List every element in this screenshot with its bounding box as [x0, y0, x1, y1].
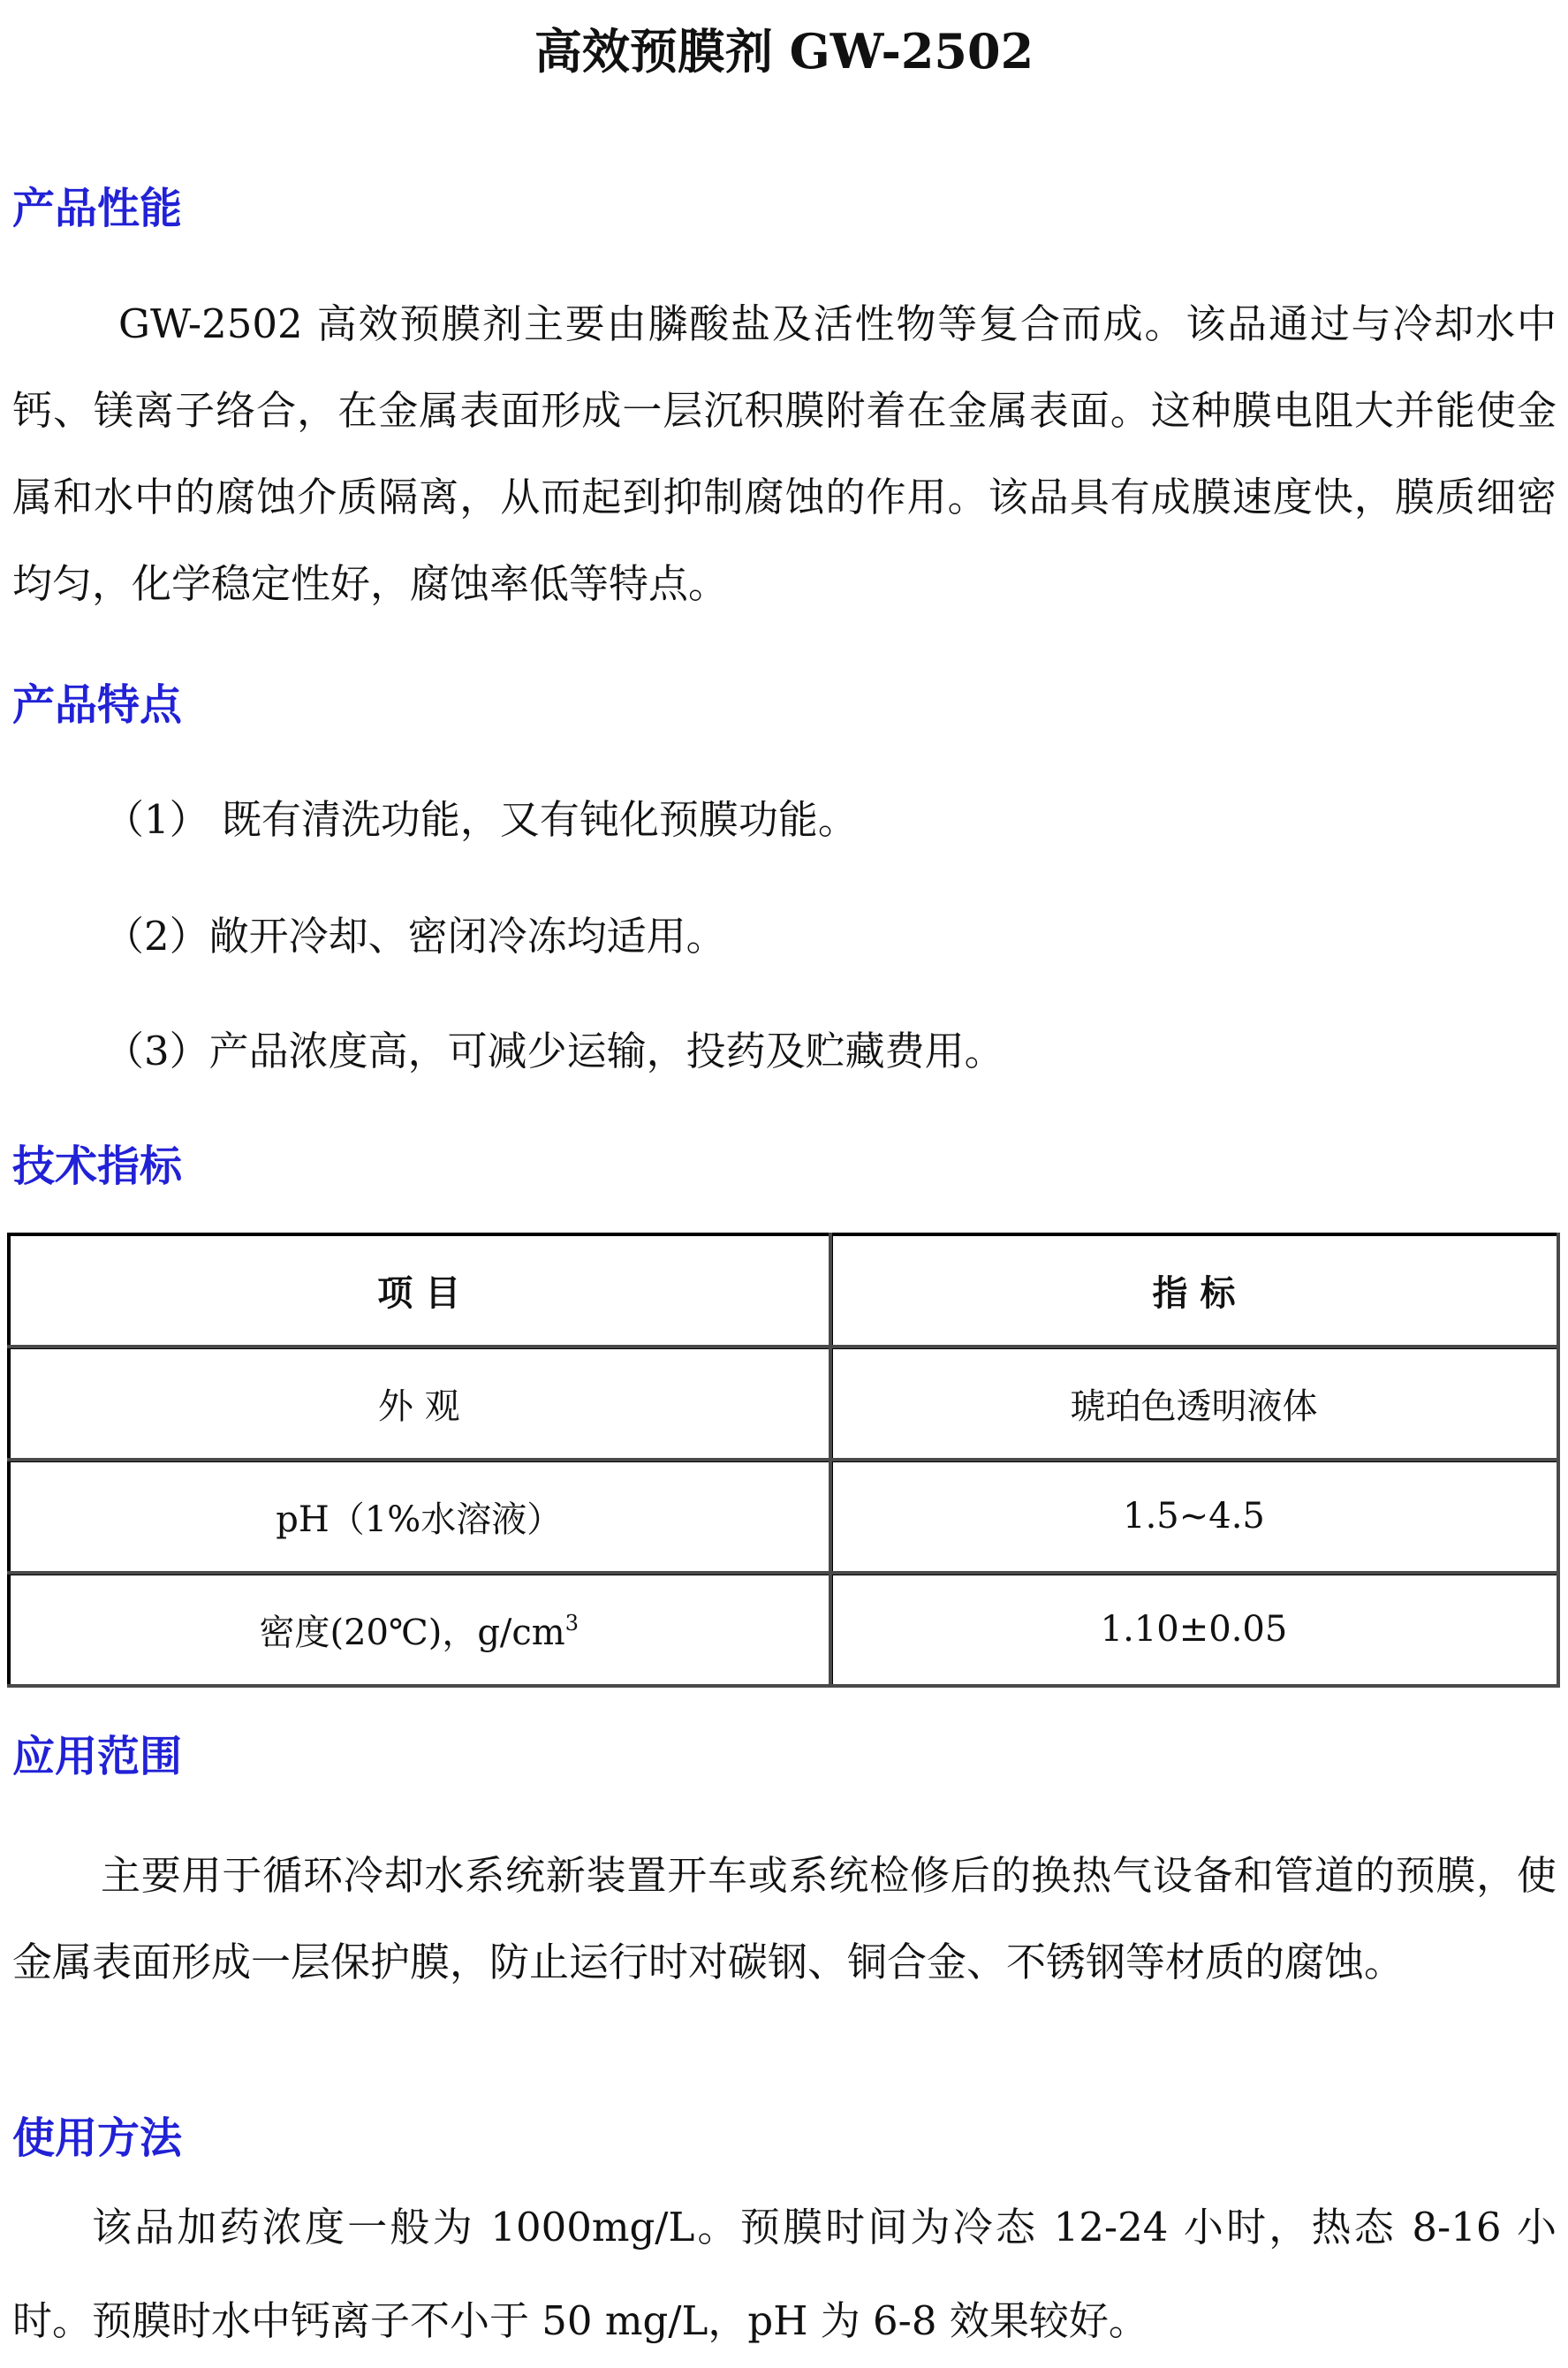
spec-item-superscript: 3	[564, 1610, 579, 1636]
spec-value: 1.5~4.5	[830, 1460, 1558, 1573]
spec-column-item: 项 目	[9, 1234, 830, 1347]
spec-table	[7, 1233, 1560, 1688]
heading-specs: 技术指标	[12, 1142, 183, 1191]
feature-item-2: （2）敞开冷却、密闭冷冻均适用。	[104, 913, 726, 960]
spec-value: 1.10±0.05	[830, 1573, 1558, 1686]
spec-row-density	[9, 1573, 1558, 1686]
spec-column-value: 指 标	[830, 1234, 1558, 1347]
spec-item: pH（1%水溶液）	[9, 1460, 830, 1573]
spec-item: 外 观	[9, 1347, 830, 1460]
spec-row-appearance	[9, 1347, 1558, 1460]
spec-item	[9, 1573, 830, 1686]
usage-paragraph: 该品加药浓度一般为 1000mg/L。预膜时间为冷态 12-24 小时，热态 8-16 小时。预膜时水中钙离子不小于 50 mg/L，pH 为 6-8 效果较好。	[12, 2204, 1557, 2344]
spec-item-text: 密度(20℃)，g/cm	[259, 1612, 565, 1653]
performance-paragraph: GW-2502 高效预膜剂主要由膦酸盐及活性物等复合而成。该品通过与冷却水中钙、镁离子络合，在金属表面形成一层沉积膜附着在金属表面。这种膜电阻大并能使金属和水中的腐蚀介质隔离，从而起到抑制腐蚀的作用。该品具有成膜速度快，膜质细密均匀，化学稳定性好，腐蚀率低等特点。	[12, 300, 1557, 607]
heading-application: 应用范围	[12, 1732, 183, 1781]
spec-value: 琥珀色透明液体	[830, 1347, 1558, 1460]
heading-features: 产品特点	[12, 680, 183, 730]
feature-item-1: （1） 既有清洗功能，又有钝化预膜功能。	[104, 796, 858, 843]
feature-item-3: （3）产品浓度高，可减少运输，投药及贮藏费用。	[104, 1028, 1004, 1074]
spec-table-header	[9, 1234, 1558, 1347]
document-title: 高效预膜剂 GW-2502	[534, 23, 1034, 80]
heading-usage: 使用方法	[12, 2114, 183, 2163]
application-paragraph: 主要用于循环冷却水系统新装置开车或系统检修后的换热气设备和管道的预膜，使金属表面形成一层保护膜，防止运行时对碳钢、铜合金、不锈钢等材质的腐蚀。	[12, 1852, 1557, 1985]
heading-performance: 产品性能	[12, 184, 183, 233]
spec-row-ph	[9, 1460, 1558, 1573]
